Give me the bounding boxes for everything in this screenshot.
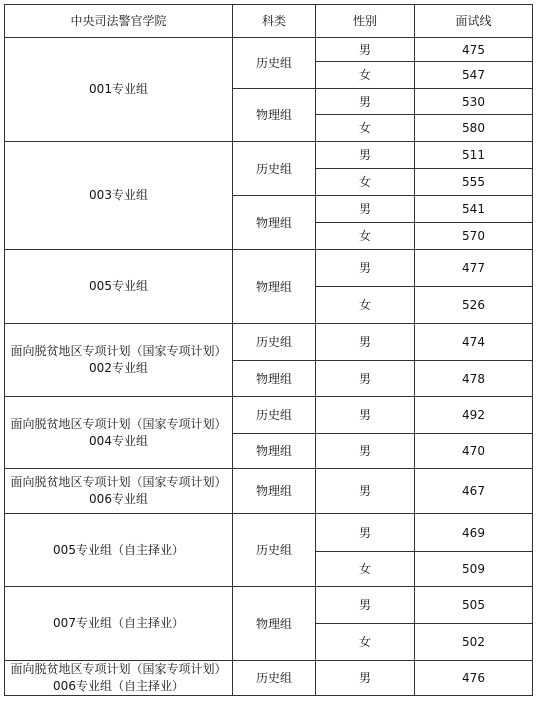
gender-cell: 男	[316, 196, 415, 223]
header-school: 中央司法警官学院	[5, 5, 233, 38]
subject-cell: 物理组	[233, 469, 316, 514]
group-name-line: 006专业组	[89, 492, 148, 506]
group-name-cell	[5, 38, 233, 142]
table-row	[5, 38, 533, 62]
subject-cell: 历史组	[233, 397, 316, 434]
subject-cell: 物理组	[233, 361, 316, 397]
gender-cell: 女	[316, 624, 415, 661]
score-cell: 475	[415, 38, 533, 62]
gender-cell: 女	[316, 287, 415, 324]
gender-cell: 男	[316, 89, 415, 115]
group-name-line: 面向脱贫地区专项计划（国家专项计划）	[10, 662, 227, 676]
gender-cell: 女	[316, 223, 415, 250]
gender-cell: 男	[316, 38, 415, 62]
subject-cell: 历史组	[233, 661, 316, 696]
header-row	[5, 5, 533, 38]
group-name-line: 006专业组（自主择业）	[53, 679, 184, 693]
group-name-cell	[5, 324, 233, 397]
subject-cell: 物理组	[233, 196, 316, 250]
header-score: 面试线	[415, 5, 533, 38]
interview-score-table	[4, 4, 533, 696]
table-row	[5, 397, 533, 434]
table-row	[5, 250, 533, 287]
group-name-line: 面向脱贫地区专项计划（国家专项计划）	[10, 416, 227, 431]
gender-cell: 男	[316, 250, 415, 287]
score-cell: 478	[415, 361, 533, 397]
score-cell: 470	[415, 434, 533, 469]
table-body	[5, 38, 533, 696]
subject-cell: 历史组	[233, 324, 316, 361]
group-name-line: 003专业组	[89, 188, 148, 202]
header-gender: 性别	[316, 5, 415, 38]
gender-cell: 男	[316, 514, 415, 552]
gender-cell: 女	[316, 115, 415, 142]
score-cell: 474	[415, 324, 533, 361]
score-cell: 530	[415, 89, 533, 115]
table-row	[5, 469, 533, 514]
gender-cell: 男	[316, 142, 415, 169]
subject-cell: 物理组	[233, 89, 316, 142]
group-name-line: 007专业组（自主择业）	[53, 616, 184, 630]
subject-cell: 物理组	[233, 587, 316, 661]
group-name-line: 面向脱贫地区专项计划（国家专项计划）	[10, 475, 227, 489]
group-name-line: 005专业组（自主择业）	[53, 542, 184, 557]
gender-cell: 男	[316, 361, 415, 397]
subject-cell: 物理组	[233, 250, 316, 324]
score-cell: 467	[415, 469, 533, 514]
subject-cell: 历史组	[233, 142, 316, 196]
group-name-cell	[5, 514, 233, 587]
table-row	[5, 587, 533, 624]
gender-cell: 女	[316, 62, 415, 89]
group-name-cell	[5, 587, 233, 661]
group-name-cell	[5, 661, 233, 696]
score-cell: 541	[415, 196, 533, 223]
table-row	[5, 514, 533, 552]
score-cell: 555	[415, 169, 533, 196]
gender-cell: 女	[316, 169, 415, 196]
header-subject: 科类	[233, 5, 316, 38]
group-name-line: 面向脱贫地区专项计划（国家专项计划）	[10, 344, 227, 358]
gender-cell: 男	[316, 661, 415, 696]
score-cell: 469	[415, 514, 533, 552]
group-name-line: 001专业组	[89, 82, 148, 96]
group-name-line: 002专业组	[89, 361, 148, 375]
group-name-cell	[5, 397, 233, 469]
score-cell: 580	[415, 115, 533, 142]
score-cell: 505	[415, 587, 533, 624]
group-name-cell	[5, 469, 233, 514]
subject-cell: 物理组	[233, 434, 316, 469]
score-cell: 570	[415, 223, 533, 250]
group-name-cell	[5, 142, 233, 250]
gender-cell: 男	[316, 397, 415, 434]
table-row	[5, 661, 533, 696]
group-name-line: 005专业组	[89, 279, 148, 293]
score-cell: 502	[415, 624, 533, 661]
table-row	[5, 324, 533, 361]
score-cell: 477	[415, 250, 533, 287]
gender-cell: 男	[316, 434, 415, 469]
subject-cell: 历史组	[233, 514, 316, 587]
group-name-cell	[5, 250, 233, 324]
score-cell: 511	[415, 142, 533, 169]
group-name-line: 004专业组	[89, 433, 148, 448]
score-cell: 526	[415, 287, 533, 324]
score-cell: 547	[415, 62, 533, 89]
gender-cell: 男	[316, 324, 415, 361]
score-cell: 509	[415, 552, 533, 587]
table-row	[5, 142, 533, 169]
score-cell: 492	[415, 397, 533, 434]
score-cell: 476	[415, 661, 533, 696]
subject-cell: 历史组	[233, 38, 316, 89]
gender-cell: 男	[316, 469, 415, 514]
gender-cell: 女	[316, 552, 415, 587]
gender-cell: 男	[316, 587, 415, 624]
